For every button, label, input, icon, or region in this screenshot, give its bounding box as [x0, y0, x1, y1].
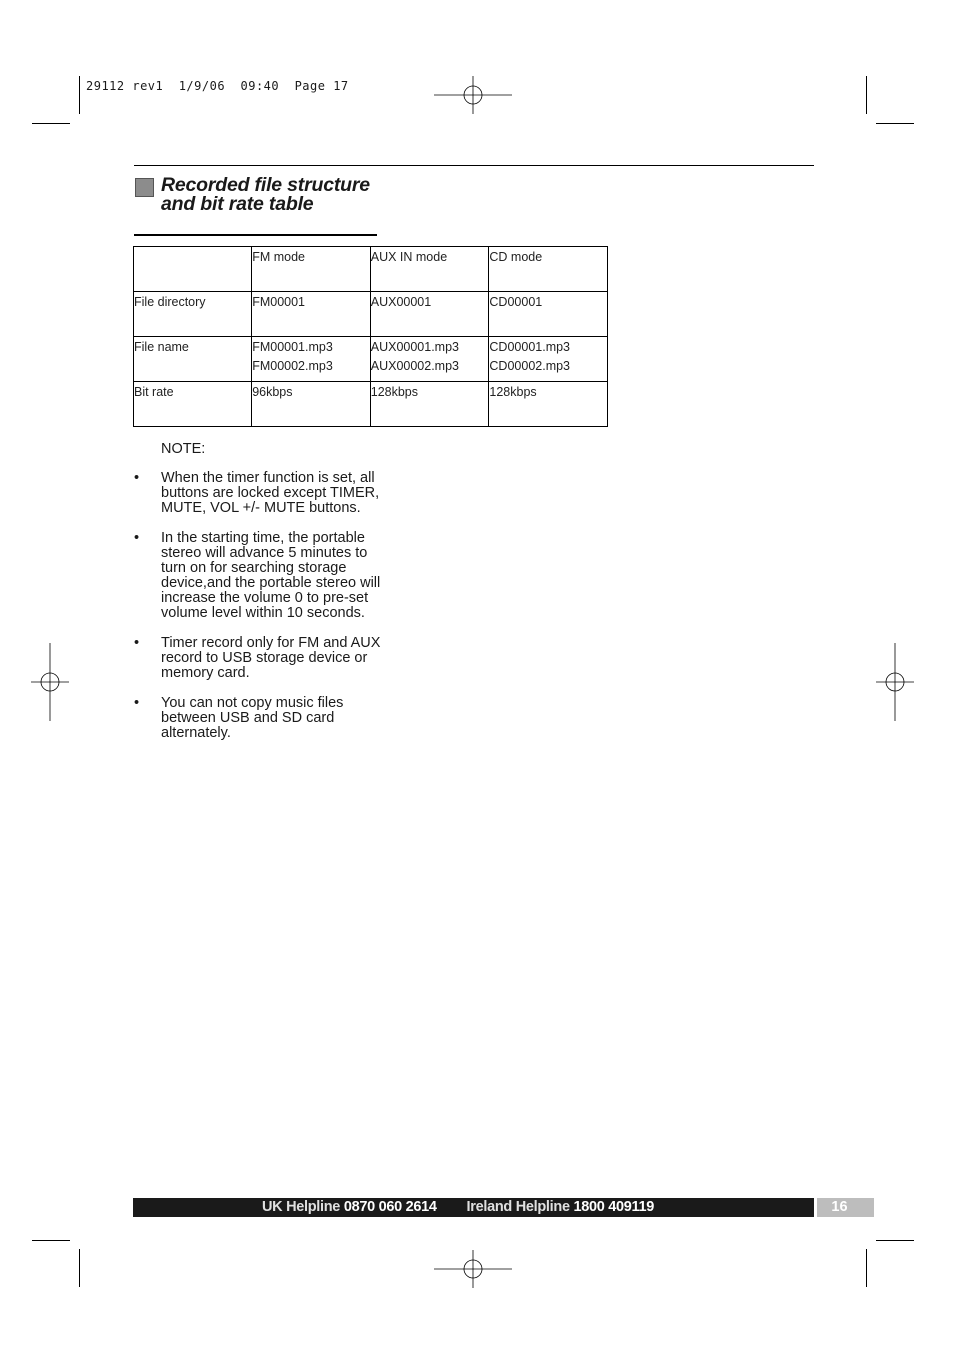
crop-mark — [866, 76, 867, 114]
list-item-text: Timer record only for FM and AUX record to USB storage device or memory card. — [161, 635, 381, 681]
table-row — [134, 247, 608, 292]
crop-mark — [79, 1249, 80, 1287]
crop-mark — [32, 1240, 70, 1241]
crop-mark — [866, 1249, 867, 1287]
note-label: NOTE: — [161, 441, 206, 457]
cell-line: FM00001.mp3 — [252, 340, 333, 354]
table-cell: 128kbps — [489, 382, 608, 427]
cell-line: CD00002.mp3 — [489, 359, 571, 373]
table-header-cell: AUX IN mode — [370, 247, 489, 292]
cell-line: AUX00001.mp3 — [370, 340, 460, 354]
table-row-label: File directory — [134, 292, 252, 337]
helpline-text — [262, 1199, 654, 1215]
registration-mark-icon — [434, 56, 512, 134]
list-item — [134, 636, 394, 681]
cell-line: CD00001.mp3 — [489, 340, 571, 354]
ireland-helpline-label: Ireland Helpline — [466, 1199, 570, 1215]
crop-mark — [876, 1240, 914, 1241]
print-slug: 29112 rev1 1/9/06 09:40 Page 17 — [86, 79, 349, 93]
table-header-cell: FM mode — [252, 247, 371, 292]
uk-helpline-number: 0870 060 2614 — [343, 1199, 437, 1215]
crop-mark — [876, 123, 914, 124]
note-list — [134, 471, 394, 756]
crop-mark — [79, 76, 80, 114]
registration-mark-icon — [856, 643, 934, 721]
list-item — [134, 471, 394, 516]
heading-square-icon — [135, 178, 154, 197]
heading-underline — [134, 234, 377, 236]
bullet-icon: • — [134, 695, 140, 711]
ireland-helpline-number: 1800 409119 — [573, 1199, 655, 1215]
top-rule — [134, 165, 814, 166]
cell-line: FM00002.mp3 — [252, 359, 333, 373]
list-item-text: In the starting time, the portable stereo will advance 5 minutes to turn on for searching storage device,and the portable stereo will increase the volume 0 to pre-set volume level within 10 seconds. — [161, 530, 381, 621]
table-row — [134, 292, 608, 337]
table-cell: CD00001 — [489, 292, 608, 337]
registration-mark-icon — [434, 1230, 512, 1308]
table-header-cell: CD mode — [489, 247, 608, 292]
table-cell — [252, 337, 371, 382]
cell-line: File name — [134, 340, 189, 354]
table-cell — [134, 247, 252, 292]
file-structure-table — [133, 246, 608, 427]
table-cell: 128kbps — [370, 382, 489, 427]
list-item — [134, 531, 394, 621]
list-item-text: When the timer function is set, all buttons are locked except TIMER, MUTE, VOL +/- MUTE buttons. — [161, 470, 380, 516]
cell-line: AUX00002.mp3 — [370, 359, 460, 373]
table-cell: FM00001 — [252, 292, 371, 337]
bullet-icon: • — [134, 470, 140, 486]
list-item — [134, 696, 394, 741]
table-row — [134, 337, 608, 382]
table-cell — [370, 337, 489, 382]
bullet-icon: • — [134, 635, 140, 651]
registration-mark-icon — [11, 643, 89, 721]
table-cell — [489, 337, 608, 382]
table-cell: AUX00001 — [370, 292, 489, 337]
table-row — [134, 382, 608, 427]
bullet-icon: • — [134, 530, 140, 546]
crop-mark — [32, 123, 70, 124]
list-item-text: You can not copy music files between USB and SD card alternately. — [161, 695, 344, 741]
page-number: 16 — [831, 1199, 848, 1215]
section-title: Recorded file structure and bit rate table — [161, 174, 370, 215]
table-cell: 96kbps — [252, 382, 371, 427]
table-row-label: Bit rate — [134, 382, 252, 427]
uk-helpline-label: UK Helpline — [262, 1199, 341, 1215]
table-row-label — [134, 337, 252, 382]
